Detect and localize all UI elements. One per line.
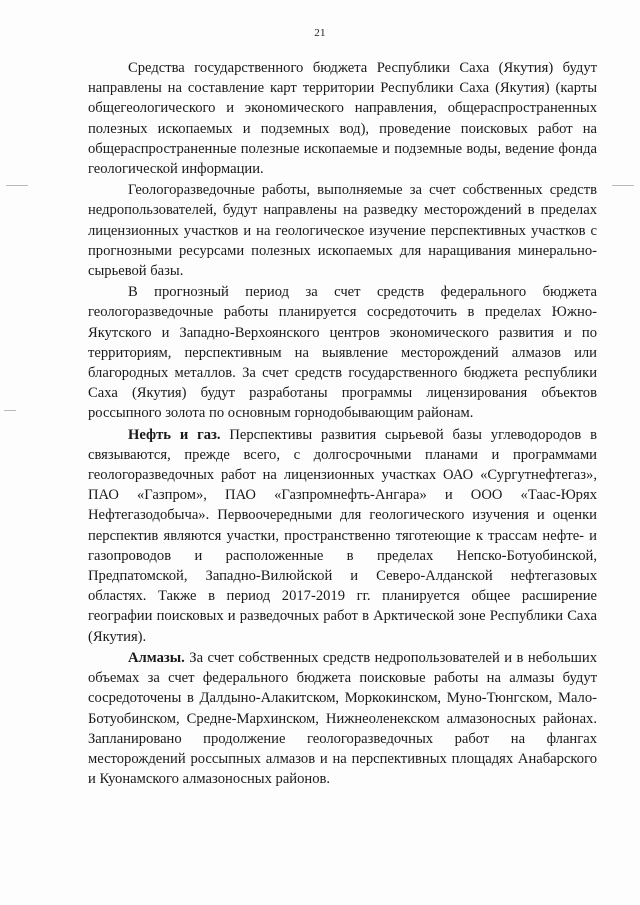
document-body: [88, 58, 597, 789]
paragraph-text: Средства государственного бюджета Республики Саха (Якутия) будут направлены на составление карт территории Республики Саха (Якутия) (карты общегеологического и экономического направления, общераспространенных полезных ископаемых и подземных вод), проведение поисковых работ на общераспространенные полезные ископаемые и подземные воды, ведение фонда геологической информации.: [88, 60, 597, 178]
paragraph-regional-budget: [88, 58, 597, 179]
paragraph-text: Геологоразведочные работы, выполняемые за счет собственных средств недропользователей, будут направлены на разведку месторождений в пределах лицензионных участков и на геологическое изучение перспективных участков с прогнозными ресурсами полезных ископаемых для наращивания минерально-сырьевой базы.: [88, 182, 597, 280]
paragraph-forecast-period: [88, 282, 597, 423]
scan-artifact-line: [612, 185, 634, 186]
paragraph-text: Перспективы развития сырьевой базы углеводородов в связываются, прежде всего, с долгосрочными планами и программами геологоразведочных работ на лицензионных участках ОАО «Сургутнефтегаз», ПАО «Газпром», ПАО «Газпромнефть-Ангара» и ООО «Таас-Юрях Нефтегазодобыча». Первоочередными для геологического изучения и оценки перспектив являются участки, пространственно тяготеющие к трассам нефте- и газопроводов и расположенные в пределах Непско-Ботуобинской, Предпатомской, Западно-Вилюйской и Северо-Алданской нефтегазовых областях. Также в период 2017-2019 гг. планируется общее расширение географии поисковых и разведочных работ в Арктической зоне Республики Саха (Якутия).: [88, 426, 597, 645]
paragraph-subsoil-users: [88, 180, 597, 281]
section-lead-oil-gas: Нефть и газ.: [128, 426, 221, 443]
page-number: 21: [314, 27, 326, 39]
paragraph-diamonds: [88, 648, 597, 789]
paragraph-oil-gas: [88, 425, 597, 647]
section-lead-diamonds: Алмазы.: [128, 649, 185, 666]
scan-artifact-line: [4, 410, 16, 411]
paragraph-text: За счет собственных средств недропользователей и в небольших объемах за счет федерального бюджета поисковые работы на алмазы будут сосредоточены в Далдыно-Алакитском, Моркокинском, Муно-Тюнгском, Мало-Ботуобинском, Средне-Мархинском, Нижнеоленекском алмазоносных районах. Запланировано продолжение геологоразведочных работ на флангах месторождений россыпных алмазов и на перспективных площадях Анабарского и Куонамского алмазоносных районов.: [88, 649, 597, 788]
paragraph-text: В прогнозный период за счет средств федерального бюджета геологоразведочные работы планируется сосредоточить в пределах Южно-Якутского и Западно-Верхоянского центров экономического развития и по территориям, перспективным на выявление месторождений алмазов или благородных металлов. За счет средств государственного бюджета республики Саха (Якутия) будут разработаны программы лицензирования объектов россыпного золота по основным горнодобывающим районам.: [88, 284, 597, 422]
scan-artifact-line: [6, 185, 28, 186]
